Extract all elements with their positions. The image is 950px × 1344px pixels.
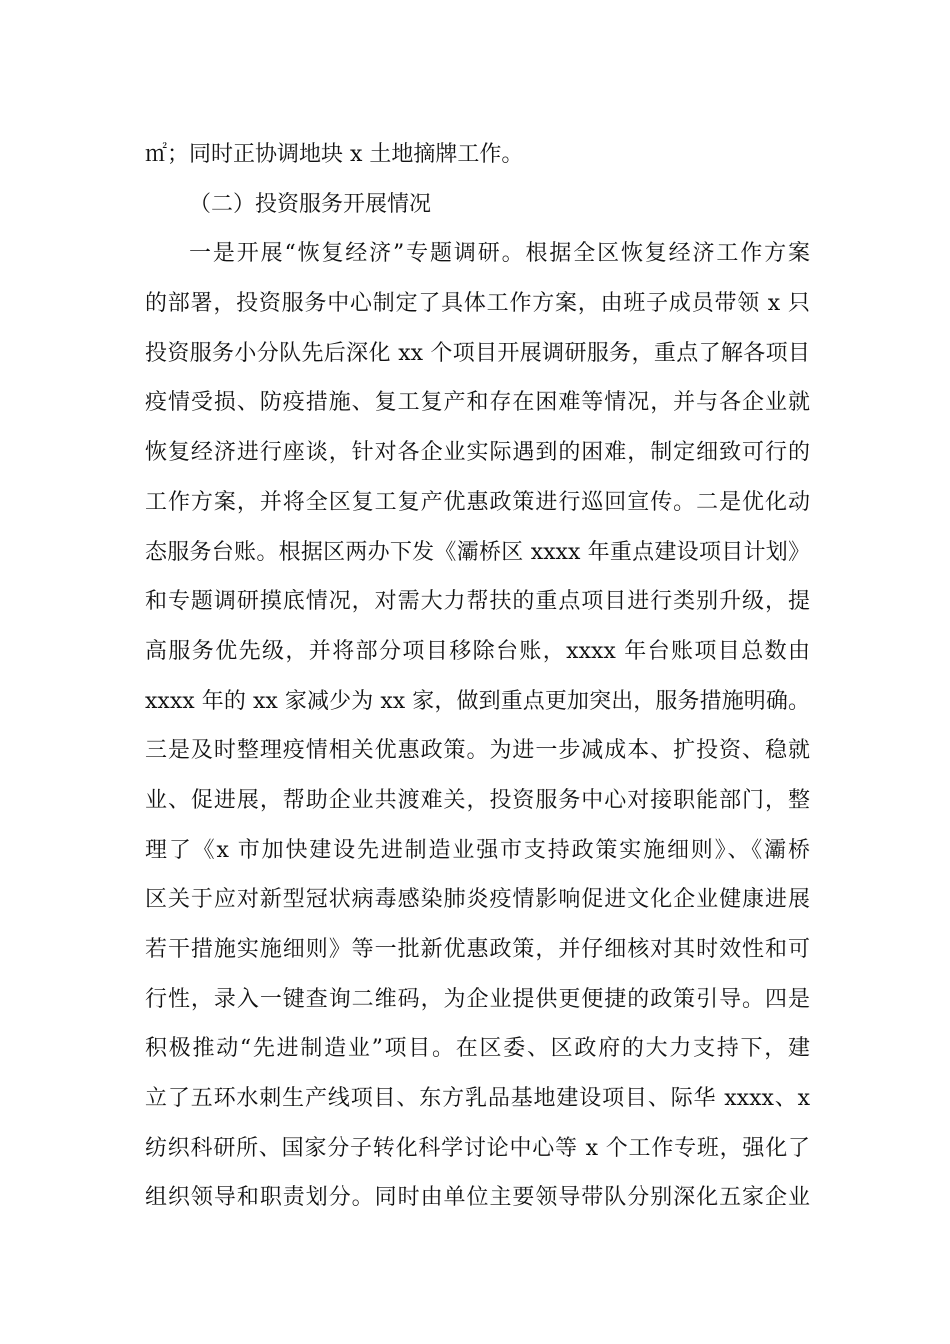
text-line-7: 恢复经济进行座谈，针对各企业实际遇到的困难，制定细致可行的 — [145, 440, 810, 466]
text-line-16: 区关于应对新型冠状病毒感染肺炎疫情影响促进文化企业健康进展 — [145, 887, 810, 913]
text-line-6: 疫情受损、防疫措施、复工复产和存在困难等情况，并与各企业就 — [145, 390, 810, 416]
text-line-20: 立了五环水刺生产线项目、东方乳品基地建设项目、际华 xxxx、x — [145, 1086, 810, 1112]
text-line-13: 三是及时整理疫情相关优惠政策。为进一步减成本、扩投资、稳就 — [145, 738, 810, 764]
text-line-19: 积极推动“先进制造业”项目。在区委、区政府的大力支持下，建 — [145, 1036, 810, 1062]
text-line-18: 行性，录入一键查询二维码，为企业提供更便捷的政策引导。四是 — [145, 986, 810, 1012]
text-line-10: 和专题调研摸底情况，对需大力帮扶的重点项目进行类别升级，提 — [145, 589, 810, 615]
text-line-14: 业、促进展，帮助企业共渡难关，投资服务中心对接职能部门，整 — [145, 787, 810, 813]
text-line-9: 态服务台账。根据区两办下发《灞桥区 xxxx 年重点建设项目计划》 — [145, 539, 810, 565]
text-line-3: 一是开展“恢复经济”专题调研。根据全区恢复经济工作方案 — [189, 241, 810, 267]
text-line-21: 纺织科研所、国家分子转化科学讨论中心等 x 个工作专班，强化了 — [145, 1135, 810, 1161]
text-line-15: 理了《x 市加快建设先进制造业强市支持政策实施细则》、《灞桥 — [145, 837, 810, 863]
text-line-8: 工作方案，并将全区复工复产优惠政策进行巡回宣传。二是优化动 — [145, 489, 810, 515]
text-line-22: 组织领导和职责划分。同时由单位主要领导带队分别深化五家企业 — [145, 1185, 810, 1211]
text-line-5: 投资服务小分队先后深化 xx 个项目开展调研服务，重点了解各项目 — [145, 340, 810, 366]
section-heading: （二）投资服务开展情况 — [189, 191, 432, 217]
text-line-12: xxxx 年的 xx 家减少为 xx 家，做到重点更加突出，服务措施明确。 — [145, 688, 810, 714]
text-line-4: 的部署，投资服务中心制定了具体工作方案，由班子成员带领 x 只 — [145, 291, 810, 317]
document-body — [145, 130, 810, 1223]
text-line-1: ㎡；同时正协调地块 x 土地摘牌工作。 — [145, 142, 524, 167]
text-line-11: 高服务优先级，并将部分项目移除台账，xxxx 年台账项目总数由 — [145, 638, 810, 664]
text-line-17: 若干措施实施细则》等一批新优惠政策，并仔细核对其时效性和可 — [145, 937, 810, 962]
